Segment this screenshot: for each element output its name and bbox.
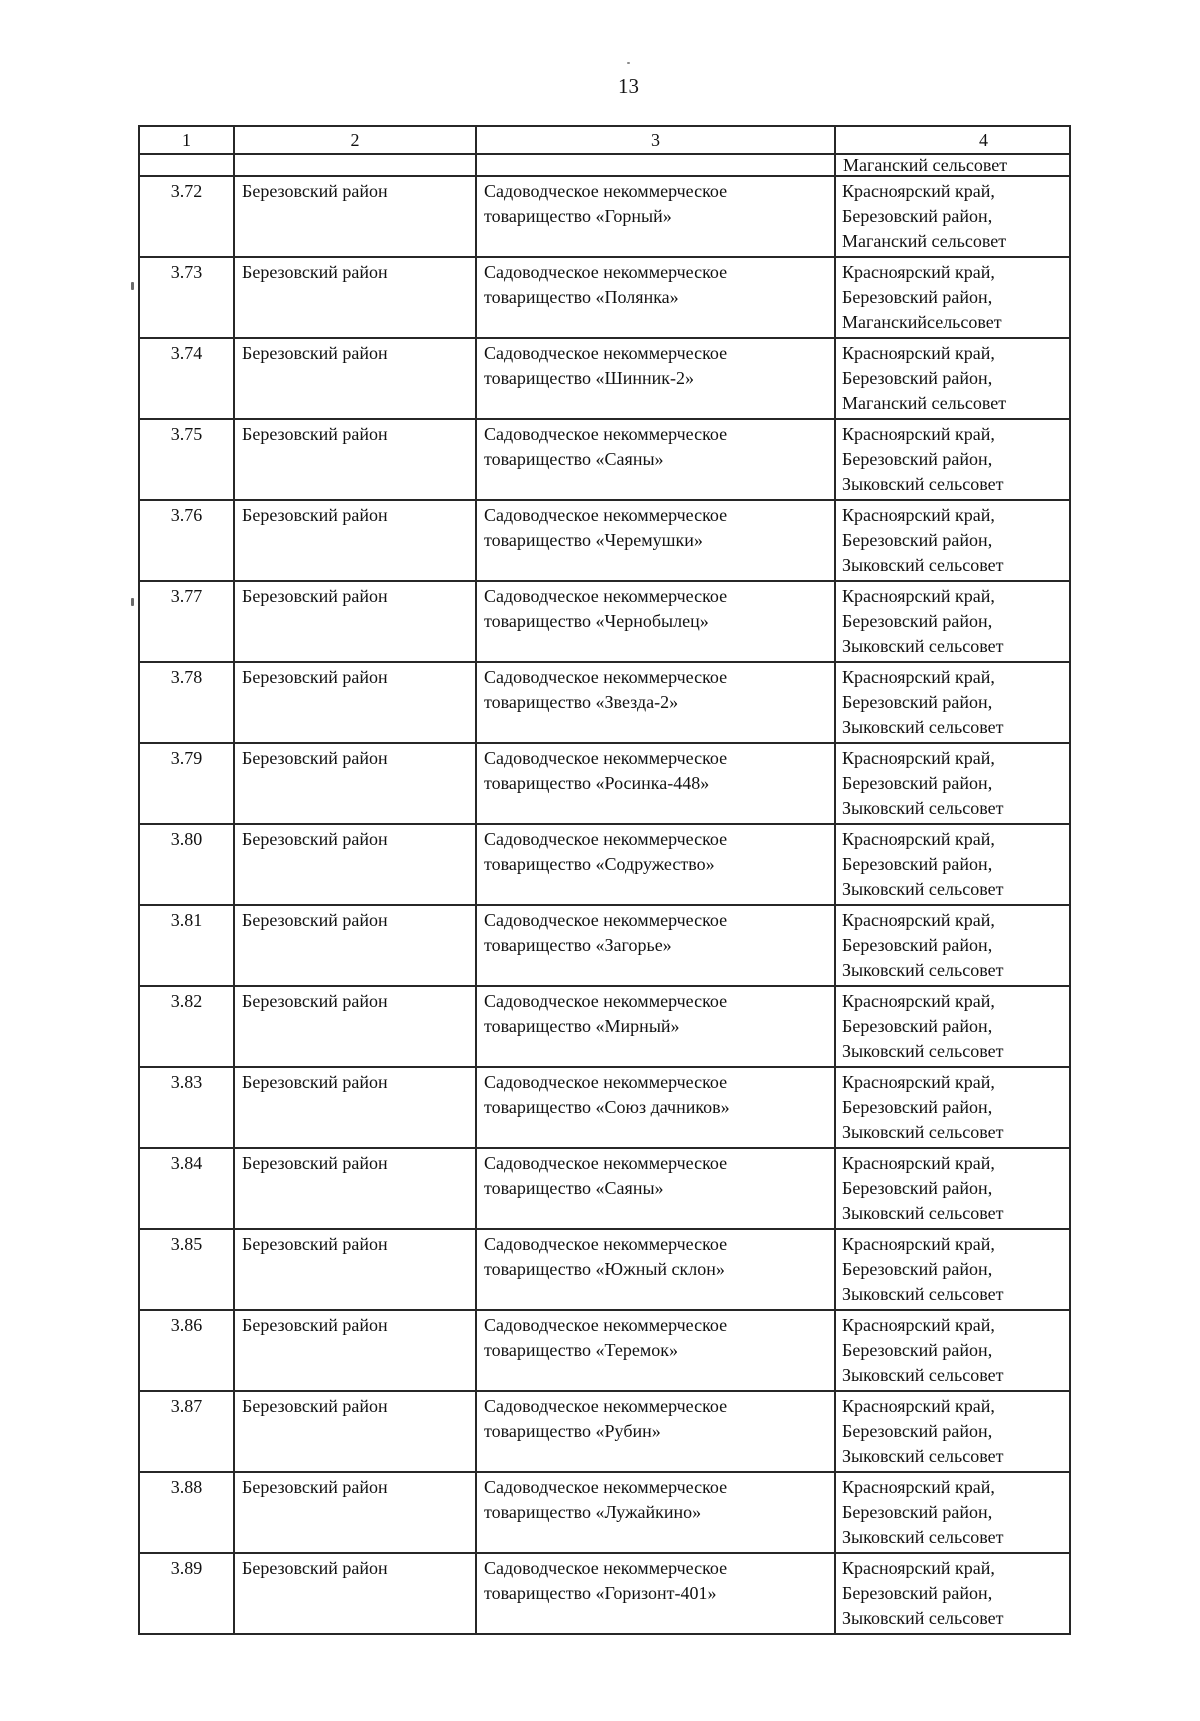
location-line-1: Красноярский край, [842,1558,995,1578]
table-row [139,257,1070,338]
table-row [139,1148,1070,1229]
continuation-row [139,154,1070,176]
cell-row-number: 3.83 [139,1067,234,1148]
cell-district: Березовский район [234,824,476,905]
cell-location [835,1148,1070,1229]
organization-line-1: Садоводческое некоммерческое [484,748,728,768]
cell-organization [476,1391,835,1472]
table-row [139,1391,1070,1472]
location-line-2: Березовский район, [842,854,993,874]
cell-row-number: 3.79 [139,743,234,824]
organization-line-2: товарищество «Росинка-448» [484,773,710,793]
organization-line-2: товарищество «Горизонт-401» [484,1583,717,1603]
cell-organization [476,1553,835,1634]
location-line-2: Березовский район, [842,1259,993,1279]
location-line-2: Березовский район, [842,1097,993,1117]
location-line-3: Зыковский сельсовет [842,1527,1004,1547]
cell-location [835,1391,1070,1472]
organization-line-1: Садоводческое некоммерческое [484,586,728,606]
cell-organization [476,986,835,1067]
organization-line-1: Садоводческое некоммерческое [484,910,728,930]
cell-row-number: 3.74 [139,338,234,419]
organization-line-2: товарищество «Звезда-2» [484,692,679,712]
cell-district: Березовский район [234,1148,476,1229]
cell-organization [476,743,835,824]
organization-line-1: Садоводческое некоммерческое [484,262,728,282]
table-row [139,581,1070,662]
location-line-3: Зыковский сельсовет [842,636,1004,656]
location-line-2: Березовский район, [842,935,993,955]
cell-organization [476,1067,835,1148]
location-line-2: Березовский район, [842,611,993,631]
cell-location [835,1067,1070,1148]
cell-row-number: 3.84 [139,1148,234,1229]
location-line-3: Зыковский сельсовет [842,1041,1004,1061]
cell-organization [476,1148,835,1229]
location-line-1: Красноярский край, [842,586,995,606]
table-row [139,986,1070,1067]
organization-line-1: Садоводческое некоммерческое [484,181,728,201]
location-line-1: Красноярский край, [842,667,995,687]
column-header-3: 3 [476,126,835,154]
organization-line-1: Садоводческое некоммерческое [484,1558,728,1578]
organization-line-2: товарищество «Рубин» [484,1421,661,1441]
location-line-3: Зыковский сельсовет [842,1365,1004,1385]
table-row [139,1472,1070,1553]
cell-location [835,986,1070,1067]
location-line-3: Зыковский сельсовет [842,1446,1004,1466]
organization-line-2: товарищество «Лужайкино» [484,1502,702,1522]
cell-district: Березовский район [234,1553,476,1634]
cell-organization [476,419,835,500]
organization-line-1: Садоводческое некоммерческое [484,1396,728,1416]
location-line-1: Красноярский край, [842,748,995,768]
organization-line-1: Садоводческое некоммерческое [484,829,728,849]
page-number: 13 [618,74,639,98]
cell-district: Березовский район [234,1391,476,1472]
organization-line-2: товарищество «Горный» [484,206,672,226]
table-row [139,662,1070,743]
cell-district-empty [234,154,476,176]
cell-row-number: 3.78 [139,662,234,743]
location-line-2: Березовский район, [842,287,993,307]
cell-district: Березовский район [234,500,476,581]
cell-row-number: 3.87 [139,1391,234,1472]
cell-row-number: 3.75 [139,419,234,500]
cell-organization [476,581,835,662]
table-row [139,1310,1070,1391]
organization-line-1: Садоводческое некоммерческое [484,1072,728,1092]
location-line-2: Березовский район, [842,1016,993,1036]
cell-organization [476,1472,835,1553]
cell-number-empty [139,154,234,176]
location-line-1: Красноярский край, [842,262,995,282]
table-row [139,743,1070,824]
cell-row-number: 3.72 [139,176,234,257]
cell-location [835,1310,1070,1391]
organization-line-2: товарищество «Союз дачников» [484,1097,730,1117]
cell-location [835,1472,1070,1553]
location-line-1: Красноярский край, [842,1396,995,1416]
cell-location [835,338,1070,419]
location-line-2: Березовский район, [842,1340,993,1360]
location-line-3: Зыковский сельсовет [842,474,1004,494]
location-line-2: Березовский район, [842,206,993,226]
location-line-1: Красноярский край, [842,424,995,444]
cell-district: Березовский район [234,743,476,824]
organization-line-2: товарищество «Содружество» [484,854,715,874]
cell-location [835,581,1070,662]
cell-location [835,500,1070,581]
cell-organization [476,662,835,743]
organization-line-2: товарищество «Полянка» [484,287,679,307]
scan-speck [627,62,630,64]
organization-line-1: Садоводческое некоммерческое [484,343,728,363]
cell-row-number: 3.82 [139,986,234,1067]
column-header-2: 2 [234,126,476,154]
organization-line-1: Садоводческое некоммерческое [484,1315,728,1335]
organization-line-1: Садоводческое некоммерческое [484,424,728,444]
cell-organization [476,176,835,257]
scan-speck [131,598,134,606]
location-line-3: Зыковский сельсовет [842,879,1004,899]
location-line-1: Красноярский край, [842,829,995,849]
organization-line-1: Садоводческое некоммерческое [484,667,728,687]
cell-row-number: 3.86 [139,1310,234,1391]
cell-location [835,1229,1070,1310]
table-row [139,338,1070,419]
location-line-3: Зыковский сельсовет [842,1608,1004,1628]
location-line-3: Зыковский сельсовет [842,960,1004,980]
location-line-2: Березовский район, [842,530,993,550]
location-line-2: Березовский район, [842,1502,993,1522]
organization-line-1: Садоводческое некоммерческое [484,991,728,1011]
table-row [139,1229,1070,1310]
scan-speck [131,282,134,290]
organization-line-2: товарищество «Черемушки» [484,530,703,550]
cell-organization [476,257,835,338]
location-line-1: Красноярский край, [842,910,995,930]
location-line-2: Березовский район, [842,368,993,388]
cell-organization [476,500,835,581]
cell-district: Березовский район [234,257,476,338]
location-line-1: Красноярский край, [842,181,995,201]
cell-district: Березовский район [234,581,476,662]
location-line-3: Маганский сельсовет [842,231,1007,251]
location-line-3: Зыковский сельсовет [842,1203,1004,1223]
location-line-2: Березовский район, [842,692,993,712]
cell-location [835,1553,1070,1634]
cell-row-number: 3.81 [139,905,234,986]
cell-organization [476,338,835,419]
location-line-1: Красноярский край, [842,1477,995,1497]
location-line-2: Березовский район, [842,449,993,469]
location-line-3: Зыковский сельсовет [842,555,1004,575]
location-line-3: Маганский сельсовет [842,393,1007,413]
cell-district: Березовский район [234,419,476,500]
cell-location-continuation: Маганский сельсовет [835,154,1070,176]
organization-line-2: товарищество «Шинник-2» [484,368,694,388]
location-line-1: Красноярский край, [842,505,995,525]
cell-district: Березовский район [234,905,476,986]
organization-line-2: товарищество «Южный склон» [484,1259,725,1279]
column-header-4: 4 [835,126,1070,154]
table-header-row [139,126,1070,154]
organization-line-1: Садоводческое некоммерческое [484,1234,728,1254]
cell-location [835,257,1070,338]
table-row [139,500,1070,581]
table-row [139,1067,1070,1148]
cell-row-number: 3.80 [139,824,234,905]
organization-line-1: Садоводческое некоммерческое [484,1477,728,1497]
table-row [139,419,1070,500]
organization-line-2: товарищество «Саяны» [484,449,664,469]
organization-line-1: Садоводческое некоммерческое [484,505,728,525]
cell-organization [476,824,835,905]
table-row [139,824,1070,905]
table-row [139,1553,1070,1634]
organization-line-2: товарищество «Чернобылец» [484,611,709,631]
cell-location [835,419,1070,500]
location-line-1: Красноярский край, [842,1153,995,1173]
cell-district: Березовский район [234,1067,476,1148]
cell-row-number: 3.76 [139,500,234,581]
cell-district: Березовский район [234,338,476,419]
organization-line-2: товарищество «Саяны» [484,1178,664,1198]
table-body [139,126,1070,1634]
cell-organization-empty [476,154,835,176]
location-line-1: Красноярский край, [842,1072,995,1092]
organization-line-1: Садоводческое некоммерческое [484,1153,728,1173]
cell-district: Березовский район [234,986,476,1067]
cell-row-number: 3.77 [139,581,234,662]
location-line-3: Маганскийсельсовет [842,312,1002,332]
cell-row-number: 3.85 [139,1229,234,1310]
organization-line-2: товарищество «Теремок» [484,1340,678,1360]
cell-location [835,905,1070,986]
cell-district: Березовский район [234,1229,476,1310]
cell-district: Березовский район [234,1472,476,1553]
location-line-1: Красноярский край, [842,343,995,363]
location-line-1: Красноярский край, [842,1315,995,1335]
location-line-2: Березовский район, [842,1583,993,1603]
location-line-2: Березовский район, [842,1421,993,1441]
registry-table [138,125,1071,1635]
cell-row-number: 3.89 [139,1553,234,1634]
location-line-2: Березовский район, [842,1178,993,1198]
table-row [139,905,1070,986]
location-line-3: Зыковский сельсовет [842,798,1004,818]
cell-row-number: 3.73 [139,257,234,338]
cell-organization [476,905,835,986]
cell-location [835,176,1070,257]
organization-line-2: товарищество «Мирный» [484,1016,680,1036]
cell-organization [476,1310,835,1391]
table-row [139,176,1070,257]
column-header-1: 1 [139,126,234,154]
cell-location [835,824,1070,905]
cell-location [835,743,1070,824]
location-line-3: Зыковский сельсовет [842,1122,1004,1142]
location-line-2: Березовский район, [842,773,993,793]
cell-district: Березовский район [234,176,476,257]
cell-organization [476,1229,835,1310]
location-line-3: Зыковский сельсовет [842,1284,1004,1304]
cell-row-number: 3.88 [139,1472,234,1553]
cell-location [835,662,1070,743]
cell-district: Березовский район [234,1310,476,1391]
organization-line-2: товарищество «Загорье» [484,935,672,955]
cell-district: Березовский район [234,662,476,743]
location-line-1: Красноярский край, [842,991,995,1011]
location-line-3: Зыковский сельсовет [842,717,1004,737]
location-line-1: Красноярский край, [842,1234,995,1254]
